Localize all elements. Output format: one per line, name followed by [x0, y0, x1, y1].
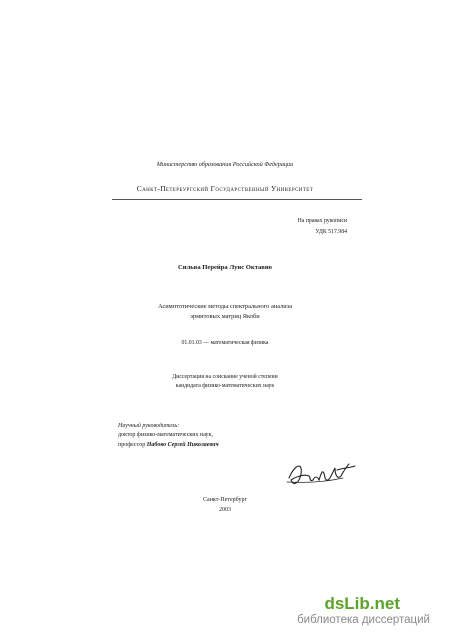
degree-line-1: Диссертация на соискание ученой степени	[172, 374, 278, 380]
supervisor-rank: профессор	[118, 442, 146, 448]
thesis-title-line-2: эрмитовых матриц Якоби	[190, 313, 260, 320]
university-line: Санкт-Петербургский Государственный Университет	[136, 184, 314, 193]
degree-line-2: кандидата физико-математических наук	[175, 383, 275, 389]
thesis-title-line-1: Асимптотические методы спектрального анализа	[157, 303, 293, 310]
rights-note: На правах рукописи	[297, 218, 347, 224]
specialty-code: 01.01.03 — математическая физика	[181, 340, 269, 346]
udc-code: УДК 517.984	[315, 229, 347, 235]
city: Санкт-Петербург	[203, 497, 247, 503]
ministry-line: Министерство образования Российской Федерации	[156, 161, 294, 168]
year: 2003	[219, 507, 231, 513]
author-name: Сильва Перейра Луис Октавио	[178, 264, 272, 271]
watermark-subtitle: библиотека диссертаций	[297, 614, 430, 626]
supervisor-label: Научный руководитель:	[118, 423, 180, 429]
handwritten-signature	[285, 456, 357, 490]
header-divider	[112, 199, 362, 200]
supervisor-line	[118, 442, 219, 448]
watermark-logo: dsLib.net	[324, 594, 400, 613]
supervisor-name: Набоко Сергей Николаевич	[146, 442, 219, 448]
supervisor-degree: доктор физико-математических наук,	[118, 432, 213, 438]
